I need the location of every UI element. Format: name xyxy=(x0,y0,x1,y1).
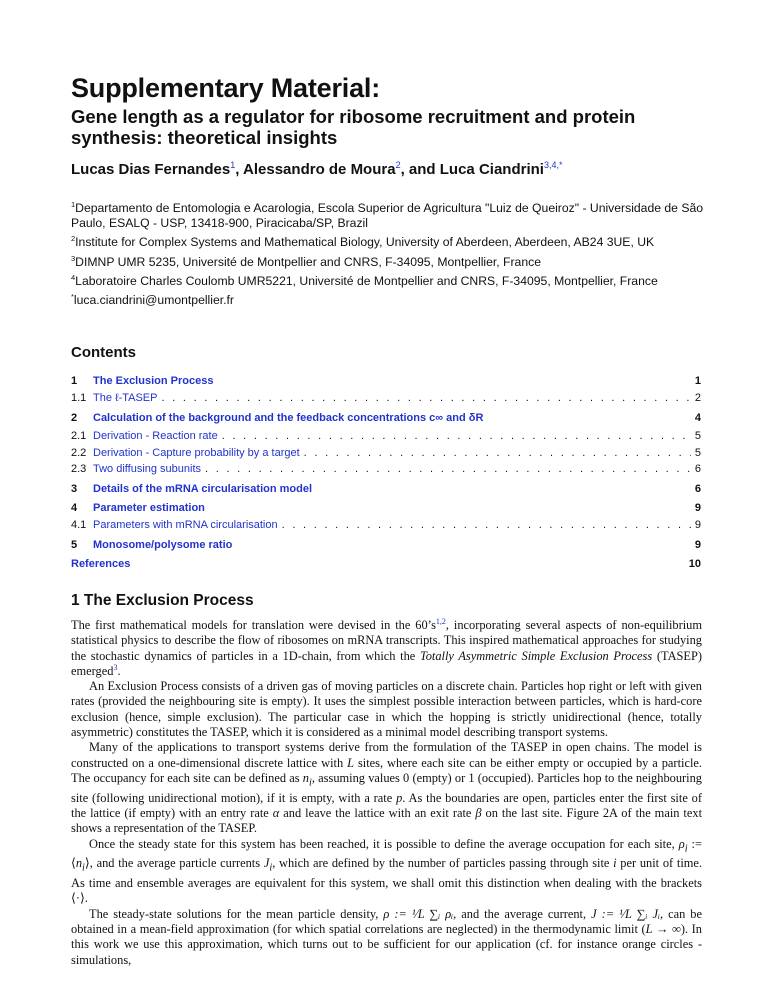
toc-entry[interactable] xyxy=(71,519,701,533)
toc-page: 1 xyxy=(694,375,701,387)
math-symbol: ⟩ xyxy=(84,856,90,871)
toc-number: 2 xyxy=(71,412,78,424)
affiliation xyxy=(71,251,711,270)
toc-page: 5 xyxy=(694,447,701,459)
toc-page: 4 xyxy=(694,412,701,424)
emphasis: Totally Asymmetric Simple Exclusion Process xyxy=(419,648,653,663)
toc-leader-dots xyxy=(161,392,690,404)
paragraph: An Exclusion Process consists of a driven gas of moving particles on a discrete chain. Particles hop right or left with given rates (provided the neighbouring site is empty). It uses the simplest possible interaction between particles, which is hard-core exclusion (hence, simple exclusion). The particular case in which the hopping is strictly unidirectional (hence, totally asymmetric) constitutes the TASEP, which it is considered as a minimal model describing transport systems. xyxy=(71,679,702,740)
math-symbol: J xyxy=(263,856,270,871)
toc-number: 2.2 xyxy=(71,447,87,459)
toc-leader-dots xyxy=(304,447,691,459)
text: , which are defined by the number of particles passing through site xyxy=(272,856,614,871)
text: , can be obtained in a mean-field approximation (for which spatial correlations are neglected) in the thermodynamic limit ( xyxy=(71,906,703,937)
paragraph xyxy=(71,740,702,836)
affiliation-text: Departamento de Entomologia e Acarologia, Escola Superior de Agricultura "Luiz de Queiroz" - Universidade de São Paulo, ESALQ - USP, 13418-900, Piracicaba/SP, Brazil xyxy=(71,201,704,231)
document-title: Supplementary Material: xyxy=(71,73,380,103)
toc-leader-dots xyxy=(282,519,691,531)
text: , and the average particle currents xyxy=(89,856,264,871)
toc-number: 2.3 xyxy=(71,463,87,475)
toc-number: 4 xyxy=(71,502,78,514)
affiliation xyxy=(71,289,711,308)
math-symbol: α xyxy=(272,806,280,821)
section-heading: 1 The Exclusion Process xyxy=(71,592,254,609)
toc-number: 5 xyxy=(71,539,78,551)
math-symbol: J := xyxy=(591,906,620,921)
text: , assuming values 0 (empty) or 1 (occupied). Particles hop to the neighbouring site (following unidirectional motion), if it is empty, with a rate xyxy=(71,770,702,805)
affiliation-marker: 3 xyxy=(71,253,76,263)
text: (TASEP) emerged xyxy=(71,648,702,678)
math-subscript: i xyxy=(684,843,688,855)
author-name: Luca Ciandrini xyxy=(439,161,544,178)
author-list xyxy=(71,160,562,178)
toc-link[interactable]: Parameter estimation xyxy=(93,502,205,514)
toc-entry[interactable] xyxy=(71,463,701,477)
toc-link[interactable]: Derivation - Capture probability by a target xyxy=(93,447,300,459)
toc-link[interactable]: Details of the mRNA circularisation model xyxy=(93,483,313,495)
math-symbol: ρ := xyxy=(383,906,412,921)
toc-page: 9 xyxy=(694,539,701,551)
toc-link[interactable]: Derivation - Reaction rate xyxy=(93,430,218,442)
toc-entry[interactable] xyxy=(71,375,701,389)
math-symbol: ρ xyxy=(678,836,685,851)
affiliation-text: DIMNP UMR 5235, Université de Montpellier and CNRS, F-34095, Montpellier, France xyxy=(75,254,541,269)
toc-leader-dots xyxy=(205,463,691,475)
math-expression: L → ∞ xyxy=(645,922,681,937)
author-separator: , xyxy=(235,161,244,178)
affiliation-marker: 4 xyxy=(71,272,76,282)
affiliation-marker: * xyxy=(71,292,74,302)
affiliation-text: Institute for Complex Systems and Mathematical Biology, University of Aberdeen, Aberdeen, AB24 3UE, UK xyxy=(75,235,655,250)
toc-entry[interactable] xyxy=(71,539,701,553)
math-symbol: n xyxy=(75,856,83,871)
toc-page: 5 xyxy=(694,430,701,442)
toc-entry[interactable] xyxy=(71,483,701,497)
affiliation-list xyxy=(71,197,711,308)
paragraph xyxy=(71,907,702,968)
toc-entry[interactable] xyxy=(71,412,701,426)
toc-page: 6 xyxy=(694,483,701,495)
contents-heading: Contents xyxy=(71,344,136,361)
author-name: Alessandro de Moura xyxy=(243,161,396,178)
text: The first mathematical models for translation were devised in the 60’s xyxy=(71,618,436,632)
toc-entry[interactable] xyxy=(71,558,701,572)
math-expression: ¹⁄L ∑ᵢ Jᵢ xyxy=(619,906,660,921)
math-symbol: p xyxy=(396,790,403,805)
text: and leave the lattice with an exit rate xyxy=(279,806,476,821)
text: . As the boundaries are open, particles enter the first site of the lattice (if empty) with an entry rate xyxy=(71,790,702,821)
toc-page: 10 xyxy=(688,558,701,570)
toc-link[interactable]: The Exclusion Process xyxy=(93,375,214,387)
corresponding-email[interactable]: luca.ciandrini@umontpellier.fr xyxy=(73,293,234,308)
toc-page: 9 xyxy=(694,519,701,531)
text: Once the steady state for this system has been reached, it is possible to define the average occupation for each site, xyxy=(89,836,679,851)
paragraph xyxy=(71,837,702,907)
math-subscript: i xyxy=(309,777,312,789)
toc-number: 4.1 xyxy=(71,519,87,531)
math-expression: ¹⁄L ∑ᵢ ρᵢ xyxy=(411,906,454,921)
toc-link[interactable]: The ℓ-TASEP xyxy=(93,392,158,404)
affiliation-text: Laboratoire Charles Coulomb UMR5221, Université de Montpellier and CNRS, F-34095, Montpellier, France xyxy=(75,273,658,288)
toc-number: 1 xyxy=(71,375,78,387)
toc-entry[interactable] xyxy=(71,430,701,444)
math-subscript: i xyxy=(82,862,85,874)
document-subtitle: Gene length as a regulator for ribosome recruitment and protein synthesis: theoretical insights xyxy=(71,106,636,148)
text: on the last site. Figure 2A of the main text shows a representation of the TASEP. xyxy=(71,806,703,836)
toc-entry[interactable] xyxy=(71,392,701,406)
text: , and the average current, xyxy=(453,906,592,921)
affiliation-marker: 2 xyxy=(71,234,76,244)
toc-number: 2.1 xyxy=(71,430,87,442)
math-symbol: n xyxy=(302,770,309,785)
text: per unit of time. As time and ensemble averages are equivalent for this system, we shall omit this distinction when dealing with the brackets ⟨·⟩. xyxy=(71,856,703,906)
citation-link[interactable]: 3 xyxy=(113,662,118,672)
toc-link[interactable]: Calculation of the background and the feedback concentrations c∞ and δR xyxy=(93,412,484,424)
text: Many of the applications to transport systems derive from the formulation of the TASEP in open chains. The model is constructed on a one-dimensional discrete lattice with xyxy=(71,740,702,770)
math-symbol: L xyxy=(347,755,355,770)
toc-number: 3 xyxy=(71,483,78,495)
math-symbol: i xyxy=(613,856,617,871)
toc-number: 1.1 xyxy=(71,392,87,404)
affiliation xyxy=(71,197,711,231)
affiliation xyxy=(71,231,711,250)
toc-page: 2 xyxy=(694,392,701,404)
toc-page: 9 xyxy=(694,502,701,514)
affiliation-marker: 1 xyxy=(71,200,76,209)
text: The steady-state solutions for the mean particle density, xyxy=(89,906,384,921)
citation-link[interactable]: 1,2 xyxy=(435,617,446,626)
text: , incorporating several aspects of non-equilibrium statistical physics to describe the flow of ribosomes on mRNA transcripts. This inspired mathematical approaches for studying the stochastic dynamics of particles in a 1D-chain, from which the xyxy=(71,618,702,663)
author-affiliation-marker[interactable]: 2 xyxy=(395,160,401,170)
toc-page: 6 xyxy=(694,463,701,475)
math-subscript: i xyxy=(269,862,273,874)
math-symbol: β xyxy=(475,806,482,821)
author-separator: , and xyxy=(400,161,440,178)
toc-link[interactable]: References xyxy=(71,558,131,570)
text: ). In this work we use this approximation, which turns out to be sufficient for our application (cf. for instance orange circles -simulations, xyxy=(71,922,702,967)
paragraph xyxy=(71,618,702,679)
section-body xyxy=(71,618,702,968)
toc-link[interactable]: Two diffusing subunits xyxy=(93,463,202,475)
author-affiliation-marker[interactable]: 1 xyxy=(230,160,236,170)
toc-entry[interactable] xyxy=(71,502,701,516)
author-name: Lucas Dias Fernandes xyxy=(71,161,231,178)
toc-link[interactable]: Monosome/polysome ratio xyxy=(93,539,233,551)
toc-leader-dots xyxy=(222,430,691,442)
toc-entry[interactable] xyxy=(71,447,701,461)
text: . xyxy=(117,663,121,678)
affiliation xyxy=(71,270,711,289)
math-symbol: := ⟨ xyxy=(71,836,702,871)
text: sites, where each site can be either empty or occupied by a particle. The occupancy for each site can be defined as xyxy=(71,755,702,785)
author-affiliation-marker[interactable]: 3,4,* xyxy=(543,160,563,170)
toc-link[interactable]: Parameters with mRNA circularisation xyxy=(93,519,278,531)
